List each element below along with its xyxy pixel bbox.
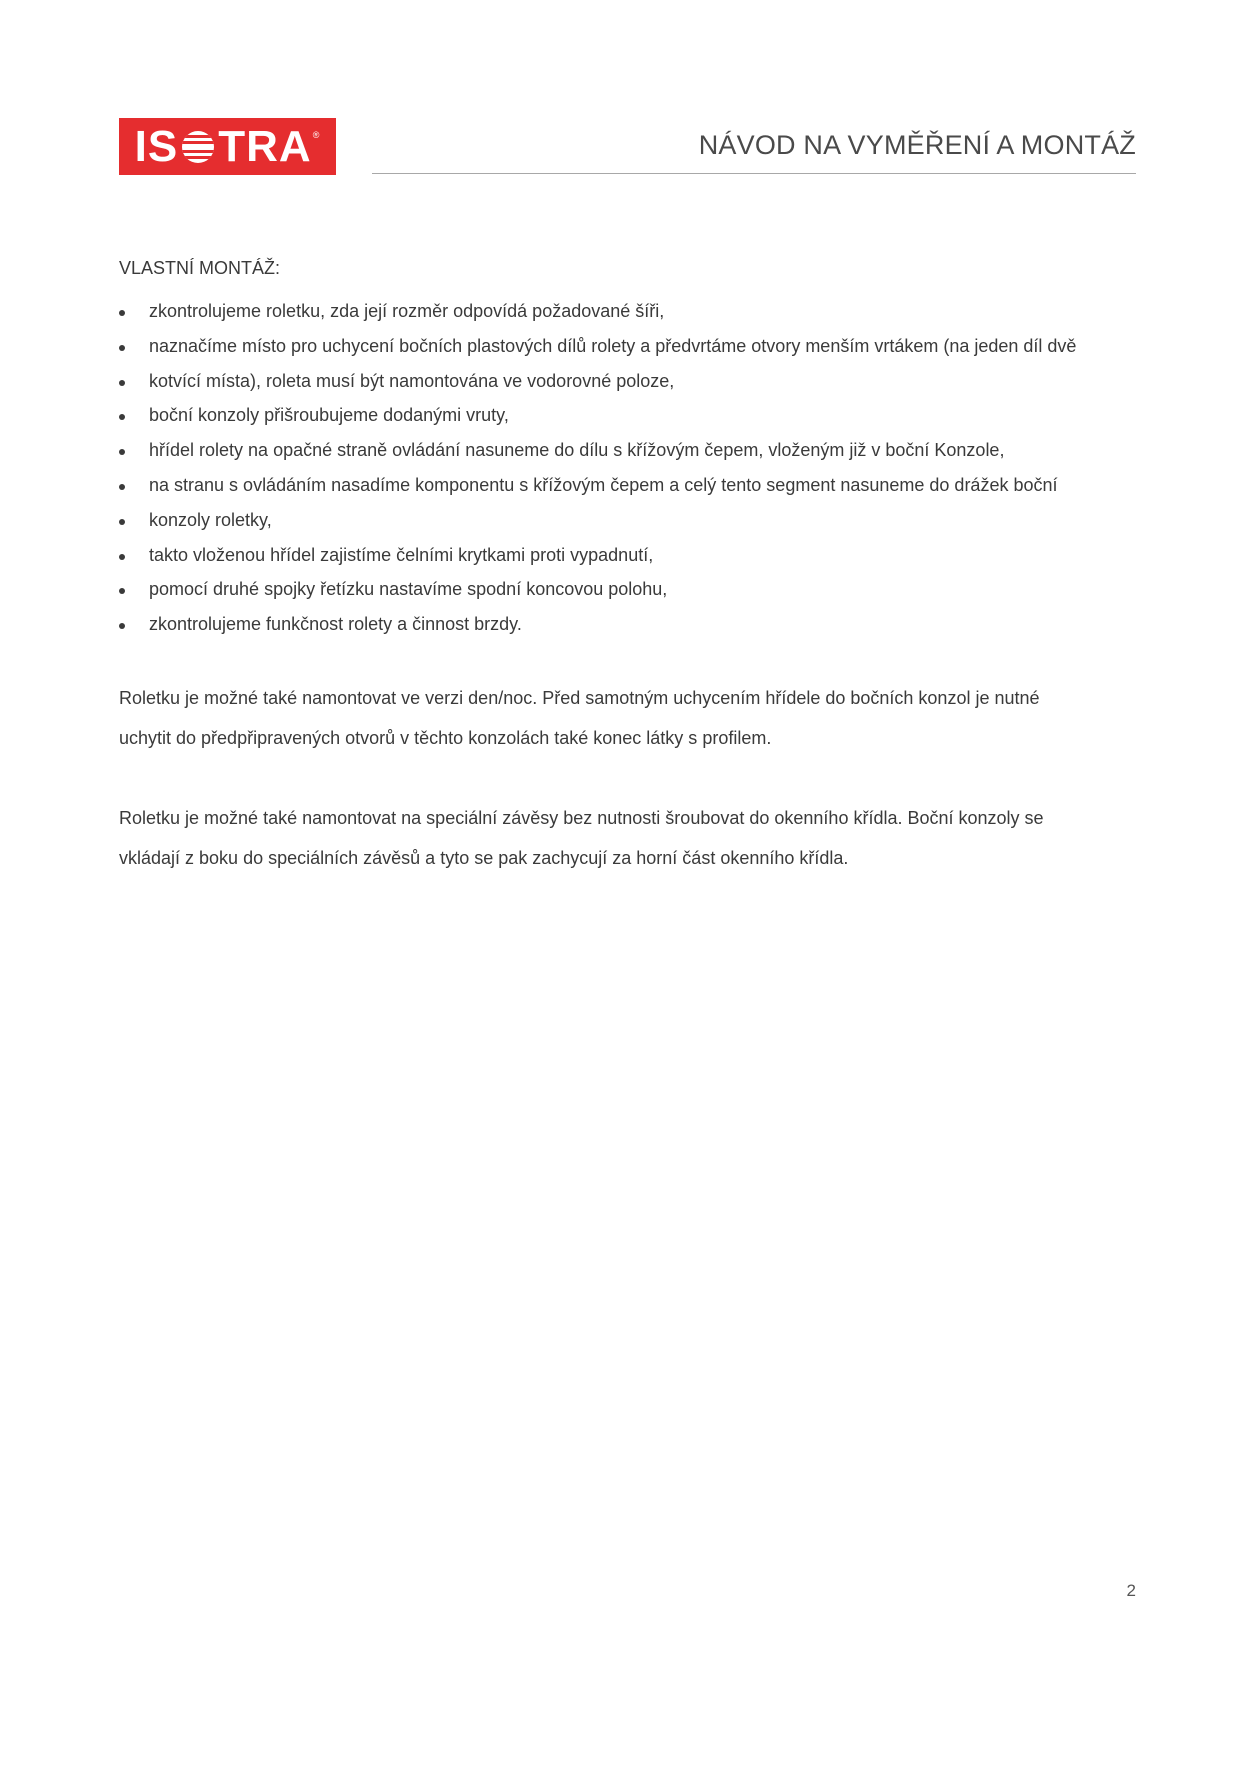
list-item-text: naznačíme místo pro uchycení bočních plastových dílů rolety a předvrtáme otvory menším vrtákem (na jeden díl dvě xyxy=(149,335,1077,356)
bullet-icon xyxy=(119,519,125,525)
list-item-text: takto vloženou hřídel zajistíme čelními krytkami proti vypadnutí, xyxy=(149,544,654,565)
list-item xyxy=(119,607,1139,642)
list-item-text: zkontrolujeme roletku, zda její rozměr odpovídá požadované šíři, xyxy=(149,301,665,321)
list-item xyxy=(119,398,1139,433)
isotra-logo xyxy=(119,118,336,175)
document-title: NÁVOD NA VYMĚŘENÍ A MONTÁŽ xyxy=(698,130,1136,160)
list-item xyxy=(119,329,1139,364)
list-item-text: boční konzoly přišroubujeme dodanými vruty, xyxy=(149,405,509,426)
paragraph-day-night xyxy=(119,678,1139,758)
list-item xyxy=(119,468,1139,503)
bullet-icon xyxy=(119,380,125,386)
bullet-icon xyxy=(119,414,125,420)
list-item-text: kotvící místa), roleta musí být namontována ve vodorovné poloze, xyxy=(149,370,675,391)
list-item xyxy=(119,364,1139,399)
paragraph-line: vkládají z boku do speciálních závěsů a tyto se pak zachycují za horní část okenního křídla. xyxy=(119,848,849,868)
logo-registered-mark: ® xyxy=(312,130,321,140)
list-item-text: pomocí druhé spojky řetízku nastavíme spodní koncovou polohu, xyxy=(149,579,668,600)
bullet-icon xyxy=(119,484,125,490)
list-item xyxy=(119,572,1139,607)
logo-text-left: IS xyxy=(134,121,179,171)
paragraph-line: uchytit do předpřipravených otvorů v těchto konzolách také konec látky s profilem. xyxy=(119,728,772,748)
list-item-text: na stranu s ovládáním nasadíme komponentu s křížovým čepem a celý tento segment nasuneme do drážek boční xyxy=(149,474,1058,495)
list-item xyxy=(119,503,1139,538)
section-heading: VLASTNÍ MONTÁŽ: xyxy=(119,258,281,278)
bullet-icon xyxy=(119,588,125,594)
bullet-icon xyxy=(119,554,125,560)
list-item-text: konzoly roletky, xyxy=(149,509,272,530)
page-number: 2 xyxy=(1126,1581,1136,1600)
list-item-text: hřídel rolety na opačné straně ovládání nasuneme do dílu s křížovým čepem, vloženým již v boční Konzole, xyxy=(149,440,1005,461)
paragraph-line: Roletku je možné také namontovat na speciální závěsy bez nutnosti šroubovat do okenního křídla. Boční konzoly se xyxy=(119,808,1044,828)
paragraph-line: Roletku je možné také namontovat ve verzi den/noc. Před samotným uchycením hřídele do bočních konzol je nutné xyxy=(119,688,1040,708)
list-item xyxy=(119,294,1139,329)
bullet-icon xyxy=(119,623,125,629)
bullet-icon xyxy=(119,345,125,351)
list-item xyxy=(119,433,1139,468)
paragraph-special-hinges xyxy=(119,798,1139,878)
bullet-icon xyxy=(119,449,125,455)
list-item-text: zkontrolujeme funkčnost rolety a činnost brzdy. xyxy=(149,614,522,635)
bullet-icon xyxy=(119,310,125,316)
list-item xyxy=(119,538,1139,573)
logo-text-right: TRA xyxy=(218,121,312,171)
installation-steps-list xyxy=(119,294,1139,642)
logo-striped-o-icon xyxy=(180,129,216,165)
header-divider xyxy=(372,173,1136,174)
